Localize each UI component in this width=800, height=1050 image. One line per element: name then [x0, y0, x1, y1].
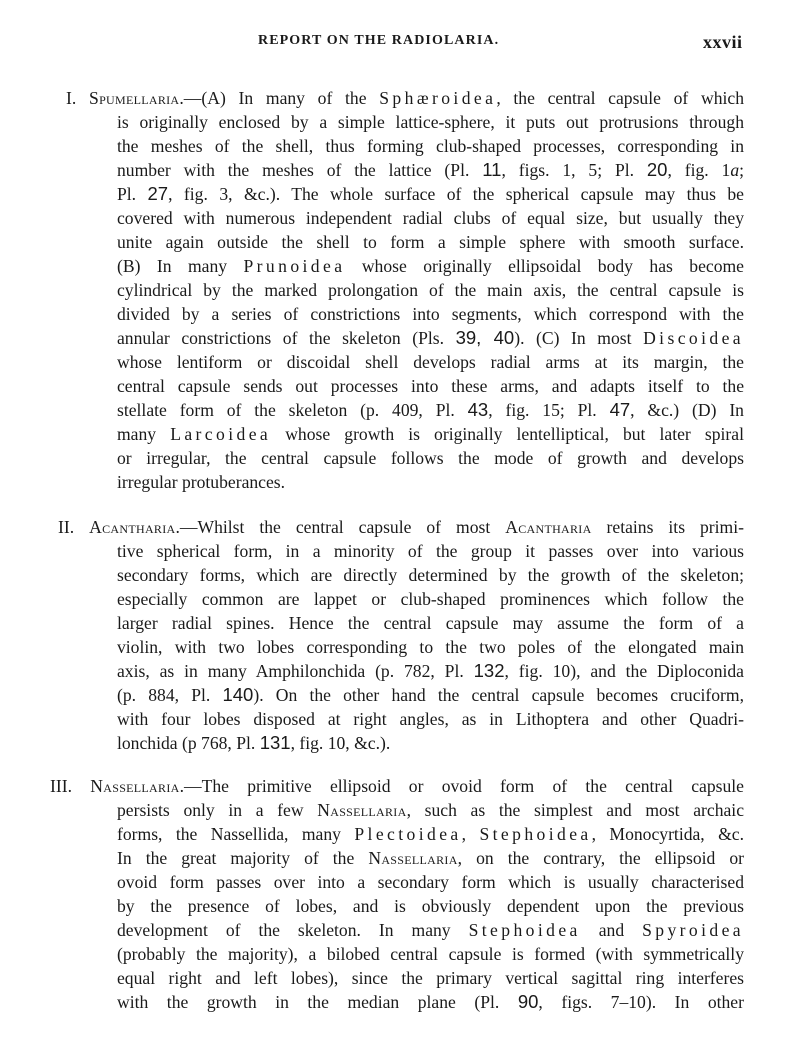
group-name: Nassellaria: [317, 800, 407, 820]
plate-number: 27: [147, 183, 169, 204]
paragraph-line: unite again outside the shell to form a simple sphere with smooth surface.: [117, 232, 744, 252]
group-name: Acantharia: [505, 517, 592, 537]
section-title: Nassellaria: [90, 776, 180, 796]
paragraph-line: (B) In many Prunoidea whose originally ellipsoidal body has become: [117, 256, 744, 276]
paragraph-line: with four lobes disposed at right angles, as in Lithoptera and other Quadri-: [117, 709, 744, 729]
plate-number: 132: [473, 660, 505, 681]
paragraph-line: with the growth in the median plane (Pl. 90, figs. 7–10). In other: [117, 991, 744, 1012]
paragraph-line: divided by a series of constrictions into segments, which correspond with the: [117, 304, 744, 324]
paragraph-line: covered with numerous independent radial clubs of equal size, but usually they: [117, 208, 744, 228]
paragraph-line: whose lentiform or discoidal shell develops radial arms at its margin, the: [117, 352, 744, 372]
paragraph-line: (p. 884, Pl. 140). On the other hand the central capsule becomes cruciform,: [117, 684, 744, 705]
plate-number: 47: [609, 399, 631, 420]
paragraph-line: In the great majority of the Nassellaria, on the contrary, the ellipsoid or: [117, 848, 744, 868]
paragraph-line: development of the skeleton. In many Stephoidea and Spyroidea: [117, 920, 745, 940]
section-numeral: III.: [50, 776, 72, 796]
plate-number: 43: [467, 399, 489, 420]
plate-number: 11: [482, 159, 502, 180]
group-name: Larcoidea: [170, 424, 272, 444]
group-name: Spyroidea: [642, 920, 745, 940]
group-name: Discoidea: [643, 328, 745, 348]
group-name: Sphæroidea: [379, 88, 497, 108]
plate-number: 140: [222, 684, 254, 705]
paragraph-line: axis, as in many Amphilonchida (p. 782, Pl. 132, fig. 10), and the Diploconida: [117, 660, 744, 681]
paragraph-line: persists only in a few Nassellaria, such as the simplest and most archaic: [117, 800, 745, 820]
paragraph-line: violin, with two lobes corresponding to the two poles of the elongated main: [117, 637, 744, 657]
paragraph-line: annular constrictions of the skeleton (Pls. 39, 40). (C) In most Discoidea: [117, 327, 745, 348]
group-name: Nassellaria: [368, 848, 458, 868]
page-header: [0, 33, 800, 57]
paragraph-line: the meshes of the shell, thus forming club-shaped processes, corresponding in: [117, 136, 744, 156]
paragraph-line: I. Spumellaria.—(A) In many of the Sphæroidea, the central capsule of which: [66, 88, 744, 108]
paragraph-line: forms, the Nassellida, many Plectoidea, Stephoidea, Monocyrtida, &c.: [117, 824, 745, 844]
paragraph-line: (probably the majority), a bilobed central capsule is formed (with symmetrically: [117, 944, 744, 964]
plate-number: 90: [517, 991, 539, 1012]
group-name: Plectoidea: [354, 824, 462, 844]
plate-number: 39, 40: [455, 327, 515, 348]
paragraph-line: II. Acantharia.—Whilst the central capsule of most Acantharia retains its primi-: [58, 517, 744, 537]
section-numeral: II.: [58, 517, 75, 537]
paragraph-line: stellate form of the skeleton (p. 409, Pl. 43, fig. 15; Pl. 47, &c.) (D) In: [117, 399, 744, 420]
paragraph-line: many Larcoidea whose growth is originally lentelliptical, but later spiral: [117, 424, 744, 444]
paragraph-line: by the presence of lobes, and is obviously dependent upon the previous: [117, 896, 744, 916]
paragraph-line: irregular protuberances.: [117, 472, 286, 492]
section-title: Acantharia: [89, 517, 176, 537]
paragraph-line: Pl. 27, fig. 3, &c.). The whole surface of the spherical capsule may thus be: [117, 183, 744, 204]
paragraph-line: III. Nassellaria.—The primitive ellipsoid or ovoid form of the central capsule: [50, 776, 744, 796]
paragraph-line: lonchida (p 768, Pl. 131, fig. 10, &c.).: [117, 732, 391, 753]
paragraph-line: central capsule sends out processes into these arms, and adapts itself to the: [117, 376, 744, 396]
paragraph-line: larger radial spines. Hence the central capsule may assume the form of a: [117, 613, 744, 633]
section-title: Spumellaria: [88, 88, 180, 108]
plate-number: 131: [259, 732, 291, 753]
paragraph-line: number with the meshes of the lattice (Pl. 11, figs. 1, 5; Pl. 20, fig. 1a;: [117, 159, 745, 180]
paragraph-line: secondary forms, which are directly determined by the growth of the skeleton;: [117, 565, 744, 585]
page-number: xxvii: [703, 32, 743, 52]
paragraph-line: tive spherical form, in a minority of the group it passes over into various: [117, 541, 744, 561]
paragraph-line: cylindrical by the marked prolongation of the main axis, the central capsule is: [117, 280, 744, 300]
section-numeral: I.: [66, 88, 77, 108]
paragraph-line: equal right and left lobes), since the primary vertical sagittal ring interferes: [117, 968, 744, 988]
running-title: REPORT ON THE RADIOLARIA.: [258, 33, 500, 48]
paragraph-line: especially common are lappet or club-shaped prominences which follow the: [117, 589, 744, 609]
plate-number: 20: [646, 159, 668, 180]
paragraph-line: ovoid form passes over into a secondary form which is usually characterised: [117, 872, 744, 892]
group-name: Prunoidea: [243, 256, 346, 276]
group-name: Stephoidea: [468, 920, 581, 940]
paragraph-line: is originally enclosed by a simple lattice-sphere, it puts out protrusions through: [117, 112, 744, 132]
paragraph-line: or irregular, the central capsule follows the mode of growth and develops: [117, 448, 744, 468]
group-name: Stephoidea: [479, 824, 592, 844]
